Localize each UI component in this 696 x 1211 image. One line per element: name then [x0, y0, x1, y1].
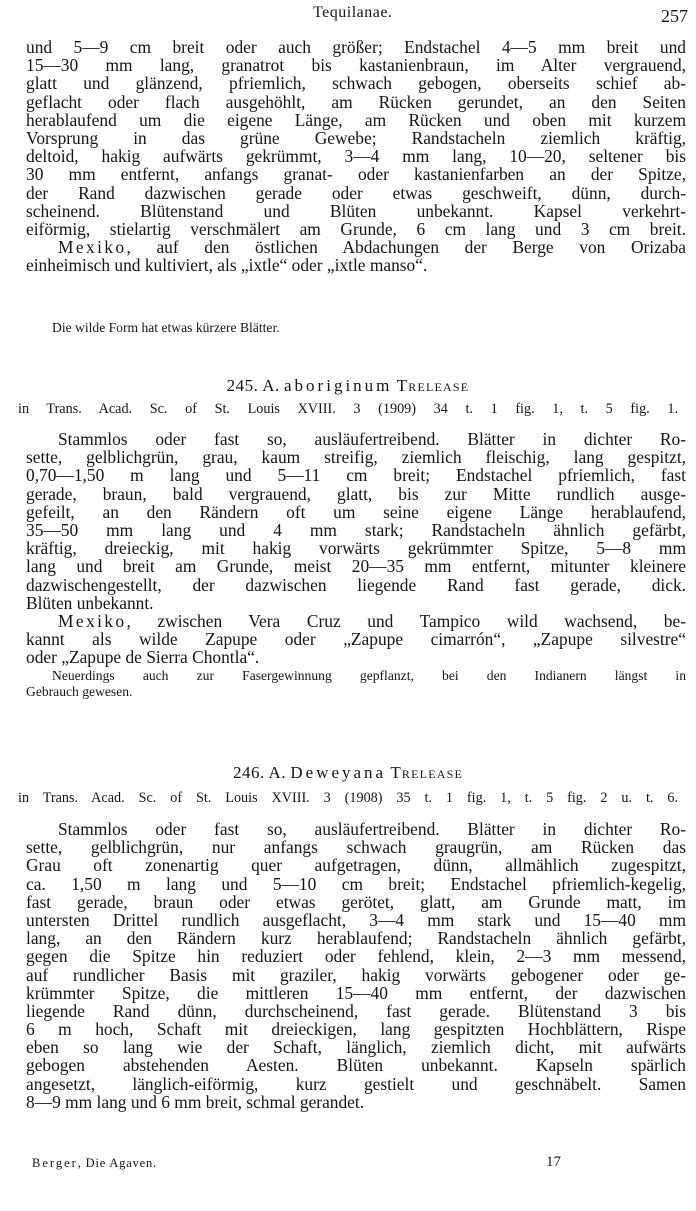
- species-number: 245. A.: [226, 376, 280, 395]
- text-line: 0,70—1,50 m lang und 5—11 cm breit; Endstachel pfriemlich, fast: [26, 465, 686, 486]
- species-245-description: [26, 430, 686, 666]
- text-line: gegen die Spitze hin reduziert oder fehlend, klein, 2—3 mm messend,: [26, 946, 686, 967]
- footer-author: Berger, Die Agaven.: [32, 1156, 157, 1170]
- text-line: gerade, braun, bald vergrauend, glatt, bis zur Mitte rundlich ausge-: [26, 483, 686, 504]
- text-line: 8—9 mm lang und 6 mm breit, schmal gerandet.: [26, 1091, 365, 1112]
- distribution-region: Mexiko: [58, 237, 127, 258]
- note-line: Gebrauch gewesen.: [26, 684, 133, 699]
- previous-species-description: [26, 38, 686, 274]
- text-line: angesetzt, länglich-eiförmig, kurz gestielt und geschnäbelt. Samen: [26, 1073, 686, 1094]
- text-line: glatt und glänzend, pfriemlich, schwach gebogen, oberseits schief ab-: [26, 73, 686, 94]
- text-line: herablaufend um die eigene Länge, am Rücken und oben mit kurzem: [26, 109, 686, 130]
- text-line: deltoid, hakig aufwärts gekrümmt, 3—4 mm lang, 10—20, seltener bis: [26, 146, 686, 167]
- previous-species-note: [26, 320, 686, 336]
- text-line: fast gerade, braun oder etwas gerötet, glatt, am Grunde matt, im: [26, 891, 686, 912]
- text-line: lang, an den Rändern kurz herablaufend; Randstacheln ähnlich gefärbt,: [26, 928, 686, 949]
- text-line: Stammlos oder fast so, ausläufertreibend. Blätter in dichter Ro-: [58, 429, 686, 449]
- citation-245: in Trans. Acad. Sc. of St. Louis XVIII. 3 (1909) 34 t. 1 fig. 1, t. 5 fig. 1.: [18, 401, 678, 417]
- text-line: Stammlos oder fast so, ausläufertreibend. Blätter in dichter Ro-: [58, 819, 686, 839]
- citation-246: in Trans. Acad. Sc. of St. Louis XVIII. 3 (1908) 35 t. 1 fig. 1, t. 5 fig. 2 u. t. 6.: [18, 790, 678, 806]
- species-author: Trelease: [396, 376, 470, 395]
- page-footer: [0, 1156, 696, 1176]
- distribution-line: Mexiko, auf den östlichen Abdachungen der Berge von Orizaba: [58, 237, 686, 258]
- text-line: geflacht oder flach ausgehöhlt, am Rücken gerundet, an den Seiten: [26, 91, 686, 112]
- text-line: und 5—9 cm breit oder auch größer; Endstachel 4—5 mm breit und: [26, 37, 686, 57]
- distribution-line: Mexiko, zwischen Vera Cruz und Tampico wild wachsend, be-: [58, 610, 686, 631]
- text-line: liegende Rand dünn, durchscheinend, fast gerade. Blütenstand 3 bis: [26, 1000, 686, 1021]
- text-line: Blüten unbekannt.: [26, 592, 154, 613]
- distribution-line: einheimisch und kultiviert, als „ixtle“ oder „ixtle manso“.: [26, 255, 428, 276]
- text-line: 6 m hoch, Schaft mit dreieckigen, lang gespitzten Hochblättern, Rispe: [26, 1019, 686, 1040]
- page-number: 257: [661, 6, 688, 26]
- text-line: gebogen abstehenden Aesten. Blüten unbekannt. Kapseln spärlich: [26, 1055, 686, 1076]
- page-header: [0, 4, 696, 30]
- text-line: lang und breit am Grunde, meist 20—35 mm entfernt, mitunter kleinere: [26, 556, 686, 577]
- signature-mark: 17: [546, 1154, 561, 1170]
- text-line: gefeilt, an den Rändern oft um seine eigene Länge herablaufend,: [26, 501, 686, 522]
- text-line: untersten Drittel rundlich ausgeflacht, 3—4 mm stark und 15—40 mm: [26, 909, 686, 930]
- species-number: 246. A.: [233, 763, 287, 782]
- text-line: Vorsprung in das grüne Gewebe; Randstacheln ziemlich kräftig,: [26, 127, 686, 148]
- species-246-description: [26, 820, 686, 1111]
- text-line: Grau oft zonenartig quer aufgetragen, dünn, allmählich zugespitzt,: [26, 855, 686, 876]
- running-title: Tequilanae.: [313, 4, 393, 21]
- text-line: 30 mm entfernt, anfangs granat- oder kastanienfarben an der Spitze,: [26, 164, 686, 185]
- species-heading-245: [0, 376, 696, 396]
- text-line: sette, gelblichgrün, nur anfangs schwach graugrün, am Rücken das: [26, 837, 686, 858]
- text-line: kräftig, dreieckig, mit hakig vorwärts gekrümmter Spitze, 5—8 mm: [26, 538, 686, 559]
- text-line: dazwischengestellt, der dazwischen liegende Rand fast gerade, dick.: [26, 574, 686, 595]
- text-line: eiförmig, stielartig verschmälert am Grunde, 6 cm lang und 3 cm breit.: [26, 218, 686, 239]
- text-line: scheinend. Blütenstand und Blüten unbekannt. Kapsel verkehrt-: [26, 200, 686, 221]
- note-line: Neuerdings auch zur Fasergewinnung gepflanzt, bei den Indianern längst in: [52, 668, 686, 683]
- species-name: aboriginum: [284, 376, 393, 395]
- species-name: Deweyana: [290, 763, 387, 782]
- species-245-note: [26, 668, 686, 700]
- species-heading-246: [0, 763, 696, 783]
- species-author: Trelease: [390, 763, 463, 782]
- text-line: ca. 1,50 m lang und 5—10 cm breit; Endstachel pfriemlich-kegelig,: [26, 873, 686, 894]
- distribution-region: Mexiko: [58, 610, 127, 631]
- text-line: auf rundlicher Basis mit graziler, hakig vorwärts gebogener oder ge-: [26, 964, 686, 985]
- text-line: der Rand dazwischen gerade oder etwas geschweift, dünn, durch-: [26, 182, 686, 203]
- text-line: krümmter Spitze, die mittleren 15—40 mm entfernt, der dazwischen: [26, 982, 686, 1003]
- text-line: 15—30 mm lang, granatrot bis kastanienbraun, im Alter vergrauend,: [26, 55, 686, 76]
- text-line: sette, gelblichgrün, grau, kaum streifig, ziemlich fleischig, lang gespitzt,: [26, 447, 686, 468]
- note-line: Die wilde Form hat etwas kürzere Blätter.: [52, 320, 280, 335]
- distribution-line: oder „Zapupe de Sierra Chontla“.: [26, 647, 260, 668]
- text-line: 35—50 mm lang und 4 mm stark; Randstacheln ähnlich gefärbt,: [26, 519, 686, 540]
- text-line: eben so lang wie der Schaft, länglich, ziemlich dicht, mit aufwärts: [26, 1037, 686, 1058]
- distribution-line: kannt als wilde Zapupe oder „Zapupe cimarrón“, „Zapupe silvestre“: [26, 629, 686, 650]
